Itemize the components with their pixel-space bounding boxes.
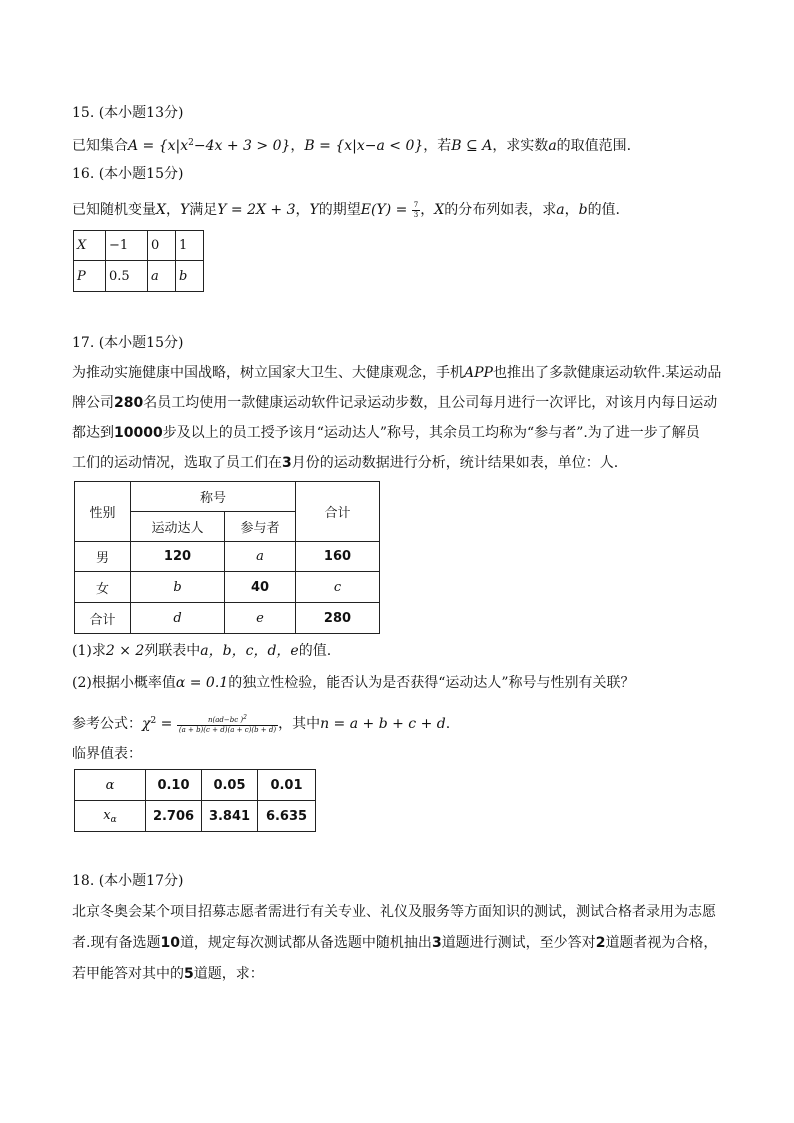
cell: 1 (176, 231, 204, 261)
cell: 2.706 (146, 801, 202, 832)
cell: c (296, 572, 380, 603)
cell: e (225, 603, 296, 634)
cell: α (75, 770, 146, 801)
y-equation: Y = 2X + 3 (217, 202, 296, 218)
cell: d (131, 603, 225, 634)
cell: P (74, 261, 106, 292)
cell: 0 (148, 231, 176, 261)
distribution-table (73, 230, 204, 292)
fraction-7-3: $\frac{7}{3}$ (413, 200, 419, 219)
q17-heading: 17. (本小题15分) (72, 335, 184, 351)
cell: b (176, 261, 204, 292)
subset-condition: B ⊆ A (451, 138, 493, 154)
header-total: 合计 (296, 482, 380, 542)
cell: 3.841 (202, 801, 258, 832)
cell: 男 (75, 542, 131, 572)
header-gender: 性别 (75, 482, 131, 542)
cell: 280 (296, 603, 380, 634)
header-title: 称号 (131, 482, 296, 512)
q18-line-2: 者.现有备选题10道，规定每次测试都从备选题中随机抽出3道题进行测试，至少答对2道题者视为合格， (72, 935, 718, 951)
cell: b (131, 572, 225, 603)
q17-paragraph-line-3: 都达到10000步及以上的员工授予该月“运动达人”称号，其余员工均称为“参与者”.为了进一步了解员 (72, 425, 700, 441)
critical-values-label: 临界值表： (72, 746, 142, 762)
q18-line-3: 若甲能答对其中的5道题，求： (72, 966, 264, 982)
reference-formula: 参考公式：$\chi^2$ = $\frac{n(ad-bc )^2}{(a + b)(c + d)(a + c)(b + d)}$ ，其中n = a + b + c + d. (72, 714, 451, 734)
expectation: E(Y) = (360, 202, 408, 218)
cell: a (225, 542, 296, 572)
q15-text: 已知集合$A = \{x|x^2-4x + 3 > 0\}$，B = {x|x−a < 0}，若B ⊆ A，求实数a的取值范围. (72, 138, 632, 154)
chi-square-fraction: $\frac{n(ad-bc )^2}{(a + b)(c + d)(a + c)(b + d)}$ (178, 714, 277, 734)
cell: a (148, 261, 176, 292)
cell: 0.05 (202, 770, 258, 801)
cell: 6.635 (258, 801, 316, 832)
cell: 0.10 (146, 770, 202, 801)
cell: X (74, 231, 106, 261)
q17-paragraph-line-2: 牌公司280名员工均使用一款健康运动软件记录运动步数，且公司每月进行一次评比，对该月内每日运动 (72, 395, 718, 411)
critical-value-table (74, 769, 316, 832)
set-a: $A = \{x|x^2-4x + 3 > 0\}$ (128, 138, 291, 154)
q18-heading: 18. (本小题17分) (72, 873, 184, 889)
q15-heading: 15. (本小题13分) (72, 105, 184, 121)
cell: −1 (106, 231, 148, 261)
cell: 合计 (75, 603, 131, 634)
q16-heading: 16. (本小题15分) (72, 166, 184, 182)
q17-sub-2: (2)根据小概率值α = 0.1的独立性检验，能否认为是否获得“运动达人”称号与性别有关联？ (72, 675, 635, 691)
header-participant: 参与者 (225, 512, 296, 542)
set-b: B = {x|x−a < 0} (304, 138, 424, 154)
cell: 0.5 (106, 261, 148, 292)
q17-sub-1: (1)求2 × 2列联表中a，b，c，d，e的值. (72, 643, 332, 659)
header-athlete: 运动达人 (131, 512, 225, 542)
q16-text: 已知随机变量X，Y满足Y = 2X + 3，Y的期望E(Y) = $\frac{7}{3}$ ，X的分布列如表，求a，b的值. (72, 200, 621, 219)
cell: 女 (75, 572, 131, 603)
cell: 120 (131, 542, 225, 572)
cell: $x_\alpha$ (75, 801, 146, 832)
q17-paragraph-line-1: 为推动实施健康中国战略，树立国家大卫生、大健康观念，手机APP也推出了多款健康运动软件.某运动品 (72, 365, 722, 381)
q18-line-1: 北京冬奥会某个项目招募志愿者需进行有关专业、礼仪及服务等方面知识的测试，测试合格者录用为志愿 (72, 904, 716, 920)
cell: 0.01 (258, 770, 316, 801)
contingency-table (74, 481, 380, 634)
cell: 160 (296, 542, 380, 572)
q17-paragraph-line-4: 工们的运动情况，选取了员工们在3月份的运动数据进行分析，统计结果如表，单位：人. (72, 455, 619, 471)
cell: 40 (225, 572, 296, 603)
